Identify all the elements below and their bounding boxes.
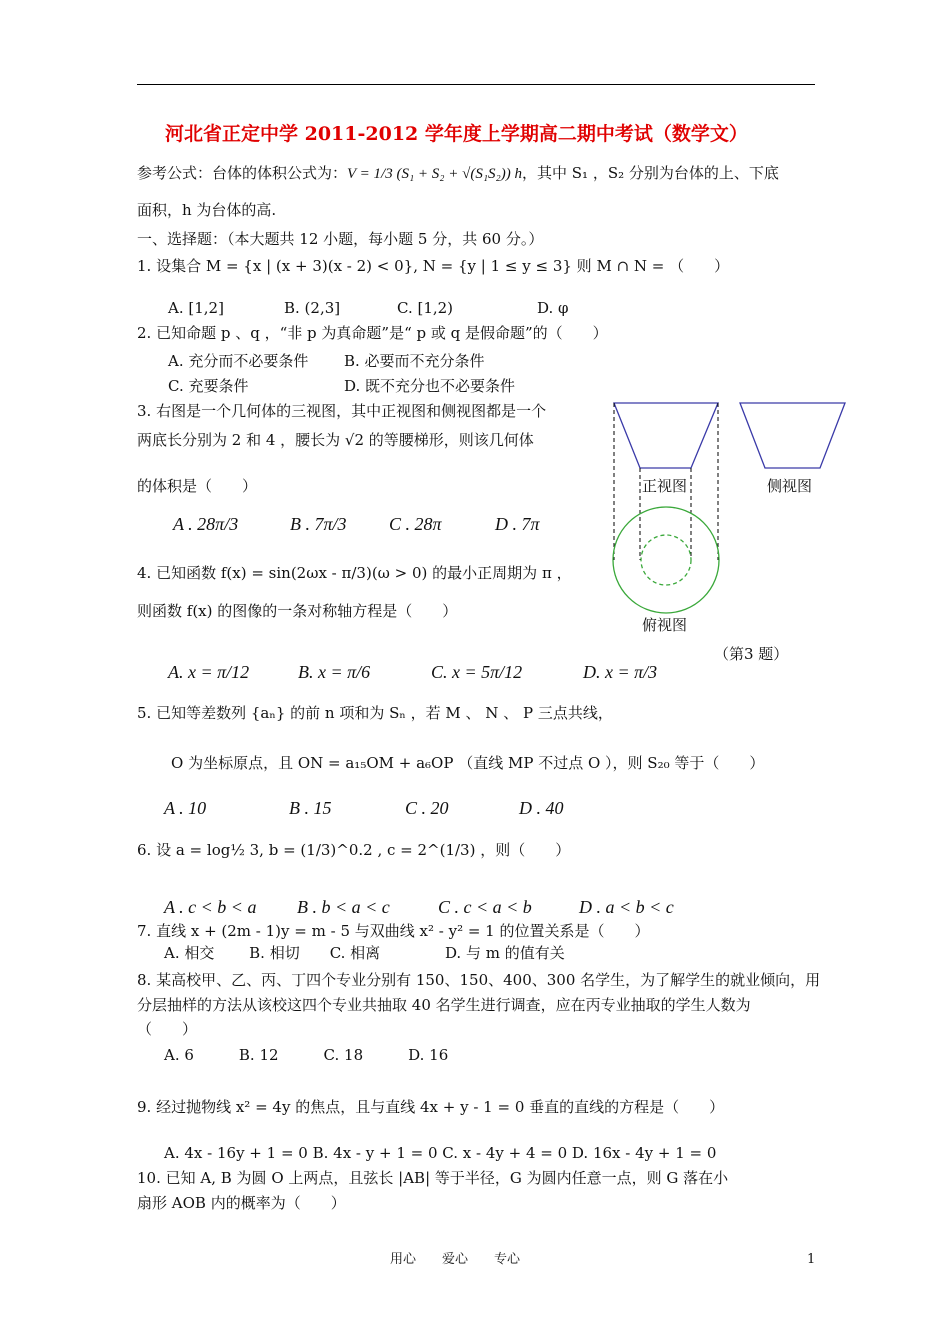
question-5-option-d: D . 40 bbox=[519, 798, 564, 818]
question-5-option-a: A . 10 bbox=[164, 798, 207, 818]
question-8-options: A. 6 B. 12 C. 18 D. 16 bbox=[164, 1046, 449, 1064]
page-number: 1 bbox=[807, 1252, 816, 1267]
question-7-stem: 7. 直线 x + (2m - 1)y = m - 5 与双曲线 x² - y² = 1 的位置关系是（ ） bbox=[137, 922, 650, 940]
question-3-option-b: B . 7π/3 bbox=[290, 514, 347, 534]
formula-prefix: 参考公式：台体的体积公式为： bbox=[137, 164, 348, 182]
question-5-line-1: 5. 已知等差数列 {aₙ} 的前 n 项和为 Sₙ ，若 M 、 N 、 P 三点共线， bbox=[137, 704, 613, 722]
three-view-figure bbox=[600, 395, 860, 675]
question-3-option-a: A . 28π/3 bbox=[173, 514, 239, 534]
side-view-trapezoid bbox=[740, 403, 845, 468]
formula-math: V = 1/3 (S₁ + S₂ + √(S₁S₂)) h bbox=[347, 166, 523, 182]
question-1-option-c: C. [1,2) bbox=[397, 299, 454, 317]
question-4-option-d: D. x = π/3 bbox=[583, 662, 658, 682]
section-heading: 一、选择题：（本大题共 12 小题，每小题 5 分，共 60 分。） bbox=[137, 230, 544, 248]
question-10-line-2: 扇形 AOB 内的概率为（ ） bbox=[137, 1194, 346, 1212]
question-1-option-b: B. (2,3] bbox=[284, 299, 341, 317]
page-title: 河北省正定中学 2011-2012 学年度上学期高二期中考试（数学文） bbox=[165, 123, 748, 145]
question-2-option-d: D. 既不充分也不必要条件 bbox=[344, 377, 516, 395]
question-3-line-1: 3. 右图是一个几何体的三视图，其中正视图和侧视图都是一个 bbox=[137, 402, 547, 420]
question-2-stem: 2. 已知命题 p 、q ，“非 p 为真命题”是“ p 或 q 是假命题”的（ ） bbox=[137, 324, 608, 342]
formula-line-1 bbox=[137, 163, 779, 184]
top-view-inner-circle bbox=[641, 535, 691, 585]
question-6-option-b: B . b < a < c bbox=[297, 897, 390, 917]
question-8-line-3: （ ） bbox=[137, 1020, 198, 1038]
formula-line-2: 面积，h 为台体的高. bbox=[137, 201, 277, 219]
question-9-stem: 9. 经过抛物线 x² = 4y 的焦点，且与直线 4x + y - 1 = 0 垂直的直线的方程是（ ） bbox=[137, 1098, 725, 1116]
question-6-stem: 6. 设 a = log½ 3, b = (1/3)^0.2 , c = 2^(1/3) ，则（ ） bbox=[137, 841, 571, 859]
question-5-line-2: O 为坐标原点，且 ON = a₁₅OM + a₆OP （直线 MP 不过点 O ），则 S₂₀ 等于（ ） bbox=[171, 754, 765, 772]
question-1-option-a: A. [1,2] bbox=[168, 299, 224, 317]
question-6-option-d: D . a < b < c bbox=[579, 897, 674, 917]
question-1-stem: 1. 设集合 M = {x | (x + 3)(x - 2) < 0}, N = {y | 1 ≤ y ≤ 3} 则 M ∩ N = （ ） bbox=[137, 257, 730, 275]
question-4-option-b: B. x = π/6 bbox=[298, 662, 371, 682]
question-5-option-b: B . 15 bbox=[289, 798, 332, 818]
footer-motto: 用心 爱心 专心 bbox=[390, 1252, 521, 1267]
top-view-outer-circle bbox=[613, 507, 719, 613]
question-4-line-2: 则函数 f(x) 的图像的一条对称轴方程是（ ） bbox=[137, 602, 458, 620]
question-6-option-c: C . c < a < b bbox=[438, 897, 532, 917]
question-10-line-1: 10. 已知 A, B 为圆 O 上两点，且弦长 |AB| 等于半径，G 为圆内任意一点，则 G 落在小 bbox=[137, 1169, 729, 1187]
figure-label-side: 侧视图 bbox=[767, 477, 813, 495]
question-2-option-c: C. 充要条件 bbox=[168, 377, 249, 395]
question-3-line-3: 的体积是（ ） bbox=[137, 477, 258, 495]
question-8-line-1: 8. 某高校甲、乙、丙、丁四个专业分别有 150、150、400、300 名学生，为了解学生的就业倾向，用 bbox=[137, 971, 821, 989]
question-7-options: A. 相交 B. 相切 C. 相离 D. 与 m 的值有关 bbox=[164, 944, 565, 962]
question-3-option-c: C . 28π bbox=[389, 514, 442, 534]
question-2-option-b: B. 必要而不充分条件 bbox=[344, 352, 485, 370]
question-2-option-a: A. 充分而不必要条件 bbox=[168, 352, 309, 370]
figure-label-top: 俯视图 bbox=[642, 616, 688, 634]
top-rule bbox=[137, 84, 815, 85]
question-3-line-2: 两底长分别为 2 和 4 ，腰长为 √2 的等腰梯形，则该几何体 bbox=[137, 431, 534, 449]
question-5-option-c: C . 20 bbox=[405, 798, 449, 818]
question-8-line-2: 分层抽样的方法从该校这四个专业共抽取 40 名学生进行调查，应在丙专业抽取的学生人数为 bbox=[137, 996, 751, 1014]
question-1-option-d: D. φ bbox=[537, 299, 569, 317]
question-6-option-a: A . c < b < a bbox=[164, 897, 257, 917]
question-9-options: A. 4x - 16y + 1 = 0 B. 4x - y + 1 = 0 C. x - 4y + 4 = 0 D. 16x - 4y + 1 = 0 bbox=[164, 1144, 717, 1162]
formula-suffix: ，其中 S₁ ，S₂ 分别为台体的上、下底 bbox=[522, 164, 779, 182]
figure-caption: （第3 题） bbox=[714, 645, 789, 663]
question-3-option-d: D . 7π bbox=[495, 514, 540, 534]
question-4-line-1: 4. 已知函数 f(x) = sin(2ωx - π/3)(ω > 0) 的最小正周期为 π ， bbox=[137, 564, 572, 582]
front-view-trapezoid bbox=[614, 403, 718, 468]
question-4-option-c: C. x = 5π/12 bbox=[431, 662, 523, 682]
question-4-option-a: A. x = π/12 bbox=[168, 662, 250, 682]
figure-label-front: 正视图 bbox=[642, 477, 688, 495]
